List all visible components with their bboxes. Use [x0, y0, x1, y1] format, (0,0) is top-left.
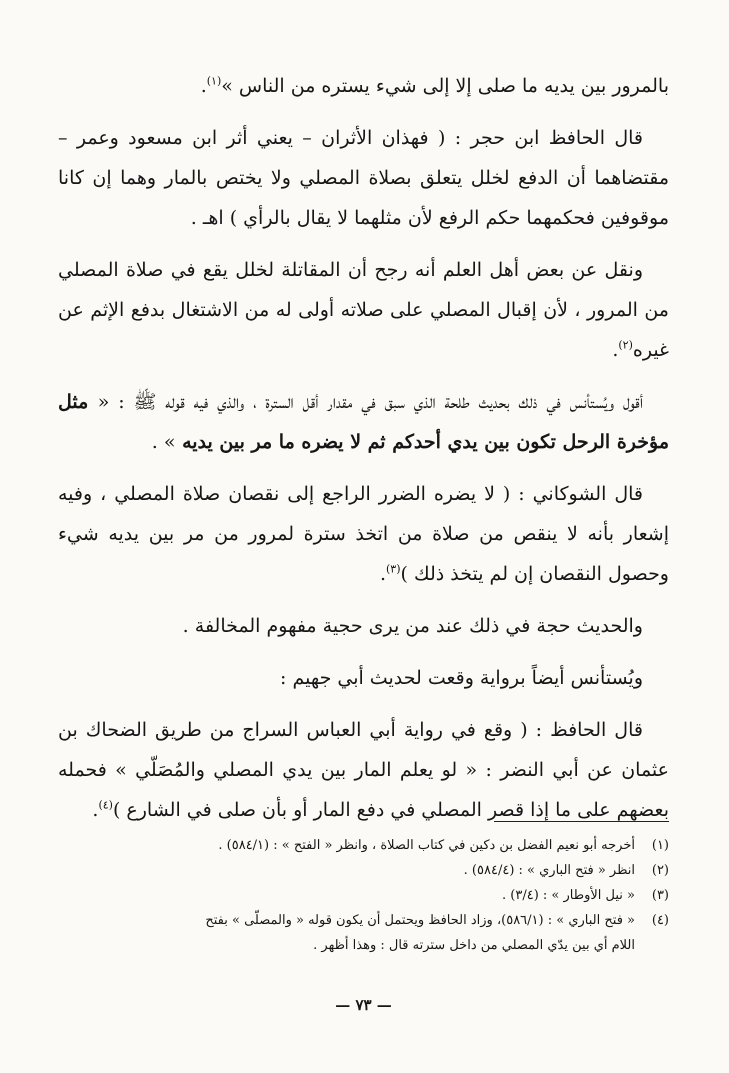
- paragraph-1-end: .: [200, 75, 207, 97]
- footnote-4-text: « فتح الباري » : (٥٨٦/١)، وزاد الحافظ ويحتمل أن يكون قوله « والمصلّى » بفتح: [205, 913, 635, 928]
- footnotes: [58, 833, 669, 958]
- paragraph-4-text: أقول ويُستأنس في ذلك بحديث طلحة الذي سبق في مقدار أقل السترة ، والذي فيه قوله ﷺ : «: [97, 391, 643, 413]
- paragraph-7: ويُستأنس أيضاً برواية وقعت لحديث أبي جهيم :: [280, 667, 643, 689]
- paragraph-6: والحديث حجة في ذلك عند من يرى حجية مفهوم المخالفة .: [182, 615, 643, 637]
- footnote-ref-2[interactable]: (٢): [618, 338, 633, 352]
- footnote-ref-1[interactable]: (١): [206, 74, 222, 88]
- page-number: — ٧٣ —: [335, 996, 392, 1014]
- footnote-1: [58, 833, 669, 858]
- paragraph-2: قال الحافظ ابن حجر : ( فهذان الأثران – يعني أثر ابن مسعود وعمر – مقتضاهما أن الدفع لخلل يتعلق بصلاة المصلي ولا يختص بالمار وهما إن كانا موقوفين فحكمهما حكم الرفع لأن مثلهما لا يقال بالرأي ) اهـ .: [58, 127, 669, 229]
- footnote-3-text: « نيل الأوطار » : (٣/٤) .: [502, 888, 635, 903]
- paragraph-4-end: » .: [151, 431, 176, 453]
- paragraph-8-text: قال الحافظ : ( وقع في رواية أبي العباس السراج من طريق الضحاك بن عثمان عن أبي النضر : « لو يعلم المار بين يدي المصلي والمُصَلّي » فحمله بعضهم على ما إذا قصر المصلي في دفع المار أو بأن صلى في الشارع ): [58, 719, 669, 821]
- footnote-2-text: انظر « فتح الباري » : (٥٨٤/٤) .: [463, 863, 635, 878]
- footnote-3: [58, 883, 669, 908]
- footnote-1-text: أخرجه أبو نعيم الفضل بن دكين في كتاب الصلاة ، وانظر « الفتح » : (٥٨٤/١) .: [218, 838, 635, 853]
- footnote-3-number: (٣): [651, 888, 669, 903]
- paragraph-4: [58, 382, 669, 462]
- footnote-ref-3[interactable]: (٣): [385, 562, 401, 576]
- paragraph-5-end: .: [379, 563, 386, 585]
- paragraph-5-text: قال الشوكاني : ( لا يضره الضرر الراجع إلى نقصان صلاة المصلي ، وفيه إشعار بأنه لا ينقص من صلاة من اتخذ سترة لمرور من مر بين يديه شيء وحصول النقصان إن لم يتخذ ذلك ): [58, 483, 669, 585]
- paragraph-3: [58, 250, 669, 370]
- footnote-1-number: (١): [651, 838, 669, 853]
- paragraph-5: [58, 474, 669, 594]
- footnote-4-number: (٤): [651, 913, 669, 928]
- footnote-2-number: (٢): [651, 863, 669, 878]
- footnote-divider: [494, 821, 669, 822]
- paragraph-1-text: بالمرور بين يديه ما صلى إلا إلى شيء يستره من الناس »: [221, 75, 669, 97]
- hadith-quote: مثل مؤخرة الرحل تكون بين يدي أحدكم ثم لا يضره ما مر بين يديه: [58, 391, 669, 453]
- footnote-4-continuation-text: اللام أي بين يدّي المصلي من داخل سترته قال : وهذا أظهر .: [313, 938, 635, 953]
- paragraph-3-text: ونقل عن بعض أهل العلم أنه رجح أن المقاتلة لخلل يقع في صلاة المصلي من المرور ، لأن إقبال المصلي على صلاته أولى له من الاشتغال بدفع الإثم عن غيره: [58, 259, 669, 361]
- paragraph-8: [58, 710, 669, 830]
- page-body: [58, 66, 669, 1033]
- footnote-ref-4[interactable]: (٤): [98, 798, 113, 812]
- paragraph-8-end: .: [92, 799, 99, 821]
- paragraph-1: [58, 66, 669, 106]
- paragraph-3-end: .: [612, 339, 619, 361]
- footnote-4-continuation: [58, 933, 669, 958]
- footnote-2: [58, 858, 669, 883]
- footnote-4: [58, 908, 669, 933]
